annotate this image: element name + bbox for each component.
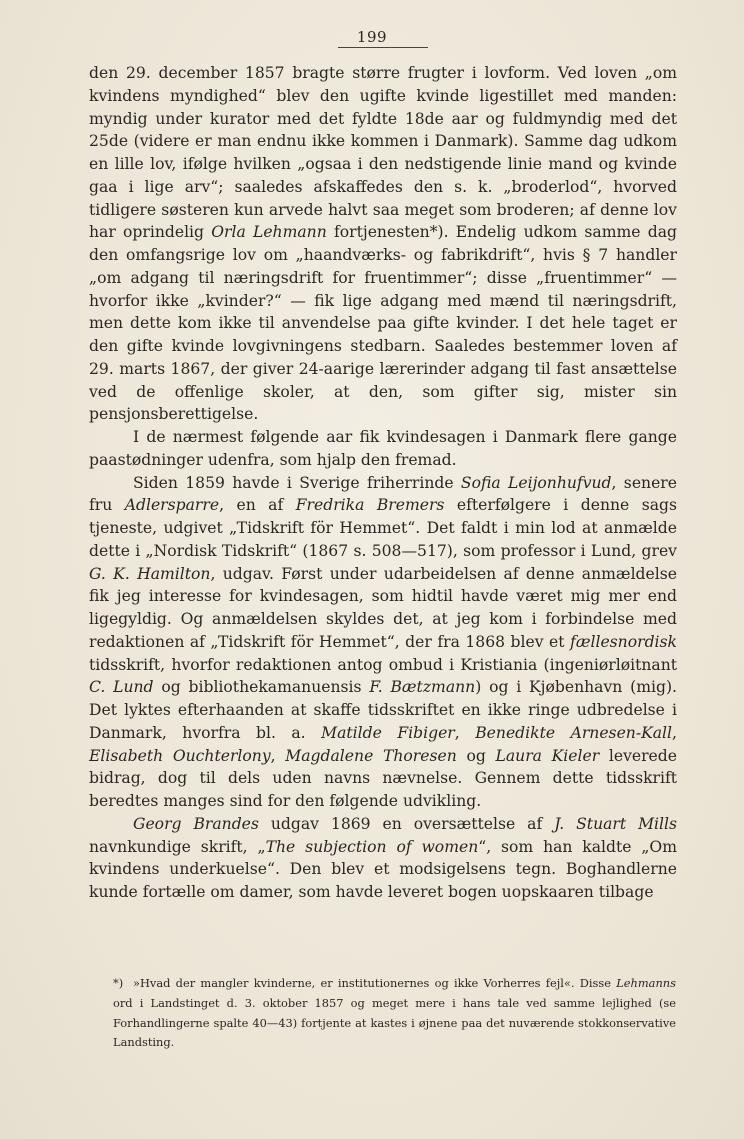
paragraph-2: I de nærmest følgende aar fik kvindesagen i Danmark flere gange paastødninger udenfra, som hjalp den fremad. xyxy=(89,428,677,469)
paragraph-4: Georg Brandes udgav 1869 en oversættelse af J. Stuart Mills navnkundige skrift, „The subjection of women“, som han kaldte „Om kvindens underkuelse“. Den blev et modsigelsens tegn. Boghandlerne kunde fortælle om damer, som havde leveret bogen uopskaaren tilbage xyxy=(89,814,677,901)
footnote-marker: *) xyxy=(113,976,124,990)
page-number-rule xyxy=(338,47,428,48)
body-text xyxy=(89,62,677,904)
paragraph-1: den 29. december 1857 bragte større frugter i lovform. Ved loven „om kvindens myndighed“ blev den ugifte kvinde ligestillet med manden: myndig under kurator med det fyldte 18de aar og fuldmyndig med det 25de (videre er man endnu ikke kommen i Danmark). Samme dag udkom en lille lov, ifølge hvilken „ogsaa i den nedstigende linie mand og kvinde gaa i lige arv“; saaledes afskaffedes den s. k. „broderlod“, hvorved tidligere søsteren kun arvede halvt saa meget som broderen; af denne lov har oprindelig Orla Lehmann fortjenesten*). Endelig udkom samme dag den omfangsrige lov om „haandværks- og fabrikdrift“, hvis § 7 handler „om adgang til næringsdrift for fruentimmer“; disse „fruentimmer“ — hvorfor ikke „kvinder?“ — fik lige adgang med mænd til næringsdrift, men dette kom ikke til anvendelse paa gifte kvinder. I det hele taget er den gifte kvinde lovgivningens stedbarn. Saaledes bestemmer loven af 29. marts 1867, der giver 24-aarige lærerinder adgang til fast ansættelse ved de offenlige skoler, at den, som gifter sig, mister sin pensjonsberettigelse. xyxy=(89,64,677,424)
page-number: 199 xyxy=(356,28,388,46)
footnote: *) »Hvad der mangler kvinderne, er institutionernes og ikke Vorherres fejl«. Disse Lehmanns ord i Landstinget d. 3. oktober 1857 og meget mere i hans tale ved samme lejlighed (se Forhandlingerne spalte 40—43) fortjente at kastes i øjnene paa det nuværende stokkonservative Landsting. xyxy=(113,976,676,1050)
paragraph-3: Siden 1859 havde i Sverige friherrinde Sofia Leijonhufvud, senere fru Adlersparre, en af Fredrika Bremers efterfølgere i denne sags tjeneste, udgivet „Tidskrift för Hemmet“. Det faldt i min lod at anmælde dette i „Nordisk Tidskrift“ (1867 s. 508—517), som professor i Lund, grev G. K. Hamilton, udgav. Først under udarbeidelsen af denne anmældelse fik jeg interesse for kvindesagen, som hidtil havde været mig mer end ligegyldig. Og anmældelsen skyldes det, at jeg kom i forbindelse med redaktionen af „Tidskrift för Hemmet“, der fra 1868 blev et fællesnordisk tidsskrift, hvorfor redaktionen antog ombud i Kristiania (ingeniørløitnant C. Lund og bibliothekamanuensis F. Bætzmann) og i Kjøbenhavn (mig). Det lyktes efterhaanden at skaffe tidsskriftet en ikke ringe udbredelse i Danmark, hvorfra bl. a. Matilde Fibiger, Benedikte Arnesen-Kall, Elisabeth Ouchterlony, Magdalene Thoresen og Laura Kieler leverede bidrag, dog til dels uden navns nævnelse. Gennem dette tidsskrift beredtes manges sind for den følgende udvikling. xyxy=(89,473,677,810)
